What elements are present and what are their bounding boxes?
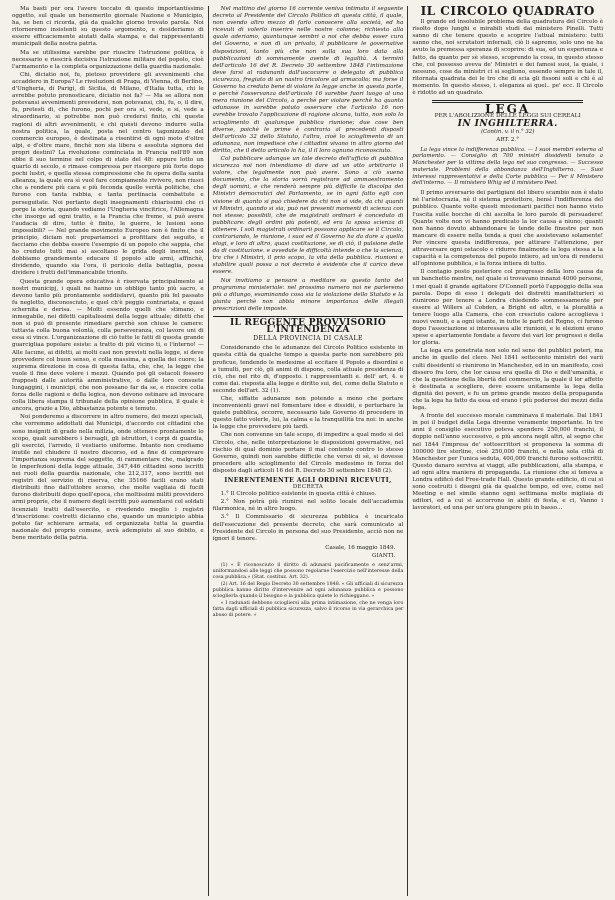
decree-heading: INERENTEMENTE AGLI ORDINI RICEVUTI,: [224, 477, 392, 484]
decree-date: Casale, 16 maggio 1849.: [325, 544, 396, 551]
article-paragraph: La lega era penetrata non solo nel seno dei pubblici poteri, ma anche in quello del clero. Nel 1841 settecento ministri dei varii culti dissidenti si riunirono in Manchester, ed in un manifesto, così dissero fra loro, che lor causa era quella di Dio e dell'umanità, e che la questione della libertà del commercio, la quale il lor affetto è destinata a scegliere, deve essere unitamente la lega della dignità dei poveri, e fu un primo grande mezzo della propaganda che la lega ha fatto da essa ed erano i più poderosi dei mezzi della lega.: [412, 348, 604, 412]
article-number: ART. 2.°: [496, 137, 520, 144]
lega-subtitle: PER L'ABOLIZIONE DELLE LEGGI SUI CEREALI: [434, 113, 581, 120]
article-paragraph: Il grande ed insolubile problema della quadratura del Circolo è risolto dopo lunghi e mirabili studi dai ministero Pinelli. Tutti sanno di che tenere questo e scoprire l'attual ministero: tutti sanno che, noi scrutatori infernali, ciò li sapremo, solo uno ne ha avuto la premessa speranza di scoprire: di sua, ed un esperienza e fatto, da quanto per sè stesso, scoprendo la cosa, in questo stesso che, col possesso aveva de' Ministri e dei famosi suoi, la quale, i nessuno, cose da ministri ci si sogliono, essendo sempre in tale il, ritornata quadrata dei le tro che di scia gli fissoni soli e chi è al momento. In questo stesso, i. eleganza ai quel.. pe' ecc. Il Circolo è ridotto ad un quadrato.: [412, 19, 604, 97]
footnote: (2) Art. 16 del Regio Decreto 30 settembre 1848. « Gli ufficiali di sicurezza pubblica hanno diritto d'intervenire ad ogni adunanza pubblica e possono scioglierla quando il bisogno e la pubblica quiete lo richieggano. »: [212, 582, 404, 600]
decree-signer: GIANTI.: [372, 552, 396, 559]
continuation-note: (Contin. v. il n.° 32): [481, 129, 535, 136]
decree-label: DECRETA: [292, 484, 324, 491]
decree-paragraph: Considerando che le adunanze del Circolo Politico esistente in questa città da qualche tempo a questa parte non sarebbero più proficue, tendendo le medesime al eccitare il Popolo a disordini e a tumulti, per ciò, gli animi di dispone, colla attuale presidenza di ciò, che nel rito di, d'opposto. i rappresentanti e. dell' art, 4. e come dai. risposta alla legge e diritto sui, dei, come della Statuto e secondo dell'art. 32 (1).: [212, 345, 404, 394]
article-paragraph: Noi ponderemo a discorrere in altro numero, dei mezzi speciali, che vorremmo addottati dai Municipi, d'accordo coi cittadini che sono insigniti di grado nella milizia, onde ottenere prontamente lo scopo, quali sarebbero i bersagli, gli istruttori, i corpi di guardia, gli esercizi, l'arredo, il vestiario uniforme. Intanto non crediamo inutile nel chiudere il nostro discorso, ed a fine di comprovare l'importanza suprema del soggetto, di rammentare che, malgrado le imperfezioni della legge attuale, 347,446 cittadini sono iscritti nei ruoli della guardia nazionale, che 212,317, sono iscritti nei registri del servizio di riserva, che 35166 facili erano stati distribuiti fino dall'ottobre scorso, che molte vagliaia di fucili furono distribuiti dopo quell'epoca, che moltissimi militi provvidero armi proprie, che il numero degli iscritti può aumentarsi col soldati licenziati tratti dall'esercito, e rivedendo meglio i registri d'inscrizione: costretti dicianno che, quando un municipio abbia potuto far schierare armata, ed organizzata tutta la guardia nazionale del proprio comune, avrà adempiuto al suo debito, e bene meritato della patria.: [12, 414, 204, 541]
column-1: [8, 6, 208, 896]
decree-article: 2.° Non potrà più riunirsi nel solito locale dell'accademia filarmonica, nè in altro luogo.: [212, 499, 404, 513]
article-paragraph: Col pubblicare adunque un tale decreto dell'ufficio di pubblica sicurezza noi non intendiamo di dare ad un atto arbitrario il valore, che legalmente non può avere. Sono a ciò sueno documento, che la storia vorrà registrare ad ammaestramento degli uomini, e che renderà sempre più difficile la discolpa dei Ministri democratici del Parlamento, se in ogni fatto egli con visione di quanto si può chiedere da chi non si vide, da chi quanti vi Ministri, quando si sia, può nei presenti momenti di scienza con noi stesse; possibili, che de magistrati ordinari è conceduto di pubblicare: degli ordini più potenti, ed era la sposa scienza di ottenere. I soli magistrati ordinarii possono applicare se il Circolo, contrariando, le riunione, i suoi ed il Governo ha da dare a quello elogi, e loro di altro, quasi costituzione, se di ciò, il pulsione delle da di costituzione. e avvedute le difficoltà intende o che la scienza, tra che i Ministri, il prio scopo, la vita della pubblica. riunioni e stabilire quali possa a noi decreto è evidente che il carico deve essere.: [212, 155, 404, 276]
article-paragraph: A fronte del successo morale camminava il materiale. Dal 1841 in poi il budget della Lega divenne veramente importante. In tre anni il consiglio esecutivo poteva spendere 250,000 franchi, il doppio nell'anno successivo, e più ancora negli altri, al segno che nel 1844 l'impresa de' sottoscrittori si proponeva la somma di 100000 lire sterline, cioè 250,000 franchi, e nella sola città di Manchester per l'unica seduta, 400,000 franchi furono sottoscritti. Questo danaro serviva ai viaggi, alle pubblicazioni, alla stampa, e ad ogni altra maniera di propaganda. La riunione che si teneva a Londra edificò del Free-trade Hall. Questo grande edificio, di cui si sono costruiti i disegni già da qualche tempo, ed ove, come nel Meeting e nel simile stanno ogni settimana molte migliaia di uditori, ed a cui si accorrono in abiti di festa, e ci, Vanno i lavoratori, ed una per un'ora giungere più in basso...: [412, 413, 604, 512]
decree-article: 3.° Il Commissario di sicurezza pubblica è incaricato dell'esecuzione del presente decreto, che sarà comunicato al Presidente del Circolo in persona del suo Presidente, acciò non ne ignori il tenore.: [212, 514, 404, 542]
footnotes: [213, 563, 404, 619]
decree-paragraph: Che non convenne un tale scopo, di impedire a qual modo si del Circolo, che, nelle interpretazione le disposizioni governative, nel rischio di qual dominio portare il mal contento contro lo stesso Governo, quindi non sarebbe difficile che verso di sè, si dovesse procedere allo scioglimento del Circolo medesimo in forza del disposto dagli articoli 16 del R. Decreto 30 settembre 1848 (2).: [212, 432, 404, 474]
footnote: « I radunati debbono sciogliersi alla prima intimazione, che ne venga loro fatta dagli ufficiali di pubblica sicurezza, salvo il ricorso in via gerarchica per abuso di potere. »: [212, 601, 404, 619]
decree-article: 1.° Il Circolo politico esistente in questa città è chiuso.: [220, 491, 377, 498]
article-paragraph: Chi, diciatio noi, fu, pietoso provvidere gli avvenimenti che accaddero in Europa? Le rivoluzioni di Praga, di Vienna, di Berlino, d'Ungheria, di Parigi, di Sicilia, di Milano, d'Italia tutta, chi le avrebbe potuto pronosticare, diciatio noi fa? — Ma se allora non potevansi avvenimenti prevedersi, non potevansi, chi, fu, o, il dire, fu, pretesti di, che furono, pochi per ora si, vede, e si, vede a straordinario, si potrebbe non può credersi finito, chi queste ragioni di altri avvenimenti, e chi questi devono indurre sulla nostra politica, la quale, posta nel centro tagonizzato del commercio europeo, è destinata a risentirsi di ogni moto d'oltre alpi, e d'oltre mare, finchè non sia libera e assoluta signora dei propri destini? La rivoluzione cominciata in Francia nell'89 non ebbe il suo termine nel colpo di stato del 48: eppure lotto un quarto di secolo, e rimase compressa per risorgere più forte dopo pochi lustri, e quella stessa compressione che fu opera della santa alleanza, la quale era sì vuol fare compiamente rivivere, non riusci che a rendere più cara e più feconda quelle verità politiche, che furono con tanta rabbia, e tanta pertinacia combattute e perseguitate. Noi pertanto degli insegnamenti chiarissimi che ci porge la storia, quando vediamo l'Ungheria vincitrice, l'Allemagna che insorge ad ogni tratto, e la Francia che freme, si può avere l'audacia di dire, tutto è finito, le guerre, le lusioni sono impossibili? — Nel grande movimento Europeo non è finito che il principio, diciam noi: prepariamoci a profittare dei seguito, e facciamo che debba essere l'esempio di un popolo che sappia, che ho creduto tutti mai si ascoltano le grida degli inermi, noi dobbiamo grandemente educare il popolo alle armi, affinchè, dividendo, quando sia l'ora, il pericolo della battaglia, possa dividere i frutti dell'immancabile trionfo.: [12, 71, 204, 277]
section-divider: [213, 316, 404, 317]
article-paragraph: Il contagio posto posteriore col progresso della loro causa da un banchetto mentre, nel quale si trovavano innanzi 4000 persone, i mei quali il grande agitatore O'Connell portò l'appoggio della sua parola. Dopo di esso i delegati dei distretti manifatturieri si riunirono per tenere a Londra chiedendo sommessamente per essere al Willers al Cobden, a Bright ed altri, e la pluralità a tenere luogo alla Camera, che con cresciuto calore accoglieva i nuovi venuti, e a ogni istante, in tutte le parti del Regno, ci furono dopo l'associazione si interessava alle riunioni, e le elezioni erano spese e apertamente fondate a favore dei vari lor progressi e della lor gloria.: [412, 269, 604, 347]
decree-subtitle: DELLA PROVINCIA DI CASALE: [253, 335, 363, 343]
column-2: [208, 6, 408, 896]
article-paragraph: Nel mattino del giorno 16 corrente veniva intimato il seguente decreto al Presidente del Circolo Politico di questa città, il quale, non avendo altro mezzo di farlo conoscere alla società, ed ha ricevuti di volerlo inserire nelle nostre colonne; richiesta alla quale aderiamo, quantunque sembri a noi che debba esser cura del Governo, e non di un privato, il pubblicare le governative disposizioni, tanto più che non sulla sua loro data alla pubblicazioni di sommamente avente di legalità. A termini dell'articolo 16 del R. Decreto 30 settembre 1848 l'intimazione deve farsi al radunanti dall'uscocorre o delegato di pubblica sicurezza, fregiato di un nastro tricolore ad armacollo; ma forse il Governo ha creduto bene di violare la legge anche in questa parte, o perchè l'osservanza dell'articolo 16 sarebbe fuori luogo al una mera riunione del Circolo, a perchè per violare perchè ha quanto adunasse in sarebbe potuto osservare che l'articolo 16 non avrebbe trovato l'applicazione di ragione alcuna, tutto, non solo lo scioglimento di qualunque pubblica riunione; due cose ben diverse, poichè le prime è contraria al precedenti disposti dell'articolo 32 dello Statuto, l'altra, cioè lo scioglimento di un adunanza, non impedisce che i cittadini vivano in altro giorno del diritto, che il detto articolo lo ha, il il loro ognuno riconosciuto.: [212, 6, 404, 154]
footnote: (1) « È riconosciuto il diritto di adunarsi pacificamente e senz'armi, uniformandosi alle leggi che possono regolarne l'esercizio nell'interesse della cosa pubblica.» (Stat. costituz. Art. 32).: [212, 563, 404, 581]
decree-title: IL REGGENTE PROVVISORIO L'INTENDENZA: [229, 318, 387, 336]
article-paragraph: Questa grande opera educativa è riservata principalmente ai nostri municipj, i quali ne hanno un obbligo tanto più sacro, e devono tanto più prontamente soddisfarvi, quanto più fel passato fu negletto, disconosciuto, e quel ch'è peggio contrariata, e quasi schernita e derisa. — Molti essendo quelli che stimano, e inmegabile, nei difetti capitalissimi della legge attuale; difetti che non si può di presente rimediare perchè son chiuse le camere: tuttavia colla buona volontà, colla perseveranza, col lavore uni di essa si vince. L'organizzazione di ciò tutte le fatti di questa grande guarcigliaa popolare esiste: a tratto di più vicino ti, e l'interno! — Alle Iacune, ai difetti, ai molti casi non previsti nella legge, si deve provvedere col buon senso, e colla massima, a quella dei cuore; la suprema direzione in cosa di questa fatta, che, che, la legge che vuole il fine deve volere i mezzi. Quando poi gli ostacoli fossero frapposti dalle autorità amministrative, o dalle loro consuete lungaggini, i municipi, che non possano far da se, e riuscire colla forza delle ragioni e della legica, non devono ostinare ad invocare colla libera stampa il tribunale della opinione pubblica, il quale è ancora, grazie a Dio, abbastanza potente e temuto.: [12, 278, 204, 413]
lega-title: LEGA: [485, 102, 531, 117]
decree-paragraph: Che, siffatte adunanze non potendo a meno che portare inconvenienti gravi nel fomentare idee e dissidii, e perturbare la quiete pubblica, occorre, necessario tale Governo di procedere in questo fatto volerle, lui, la calma e la tranquillità tra noi: in anche la legge che provvedere più tardi.: [212, 395, 404, 431]
page-columns: [8, 6, 607, 896]
lega-subtitle-gothic: IN INGHILTERRA.: [457, 119, 558, 130]
article-paragraph: Ma se utilissima sarebbe per riuscire l'istruzione politica, è necessario e riescirà decisiva l'istruzione militare del popolo, cioè l'armamento e la completa organizzazione della guardia nazionale.: [12, 49, 204, 70]
circolo-title: IL CIRCOLO QUADRATO: [420, 6, 595, 18]
article-summary: La lega vince la indifferenza pubblica. — I suoi membri esterna al parlamento. — Consiglio di 700 ministri dissidenti tenuto a Manchester per la vittima della lega nel suo congresso. — Successo materiale. Problemi della abbondanza dell'Inghilterra. — Suoi interessi rappresentativi e della Corte pubblica — Per il Ministero dell'interno. — Il ministero Whig ed il ministero Peel.: [412, 146, 604, 187]
article-paragraph: Il primo avversario dei partigiani del libero scambio non è stato nè l'aristocrazia, nè il sistema protettore, bensì l'indifferenza del pubblico. Quante volte questi missionarii pacifici non hanno visto l'uscita sulle bocche di chi ascolta le loro parole di persuadere! Quante volte non vi hanno predicato la lor causa a niuno; quanti non hanno dovuto abbandonare le tende delle finestre per non mancare di essere nella tenda a quei che assistevano solamente! Per vincere questa indifferenza, per attirare l'attenzione, per attraversare ogni ostacolo e ridurre finalmente la lega stessa a la capacità e la competenza del popolo intiero, ad un'ora di rendersi all'opinione pubblica, e la forza intiera di tutto.: [412, 190, 604, 268]
article-paragraph: Noi invitiamo a pensare a meditare su questo tanto del programma ministeriale: nel prossimo numero noi ne parleremo più a dilungo, esaminando cosa sia la violazione dello Statuto e la giunta perchè non abbia minore importanza delle illegali prescrizioni delle imposte.: [212, 277, 404, 312]
article-paragraph: Ma basti per ora l'avere toccato di questo importantissimo oggetto, sul quale un benemerito giornale Nazione e Municipio, ha, se ben ci ricorda, già da qualche giorno trovato parola. Noi ritorneremo insistenti su questo argomento, e desideriamo di essere efficaciemente aiutati dalla stampa, e dai rappresentanti municipali della nostra patria.: [12, 6, 204, 48]
column-3: [407, 6, 607, 896]
